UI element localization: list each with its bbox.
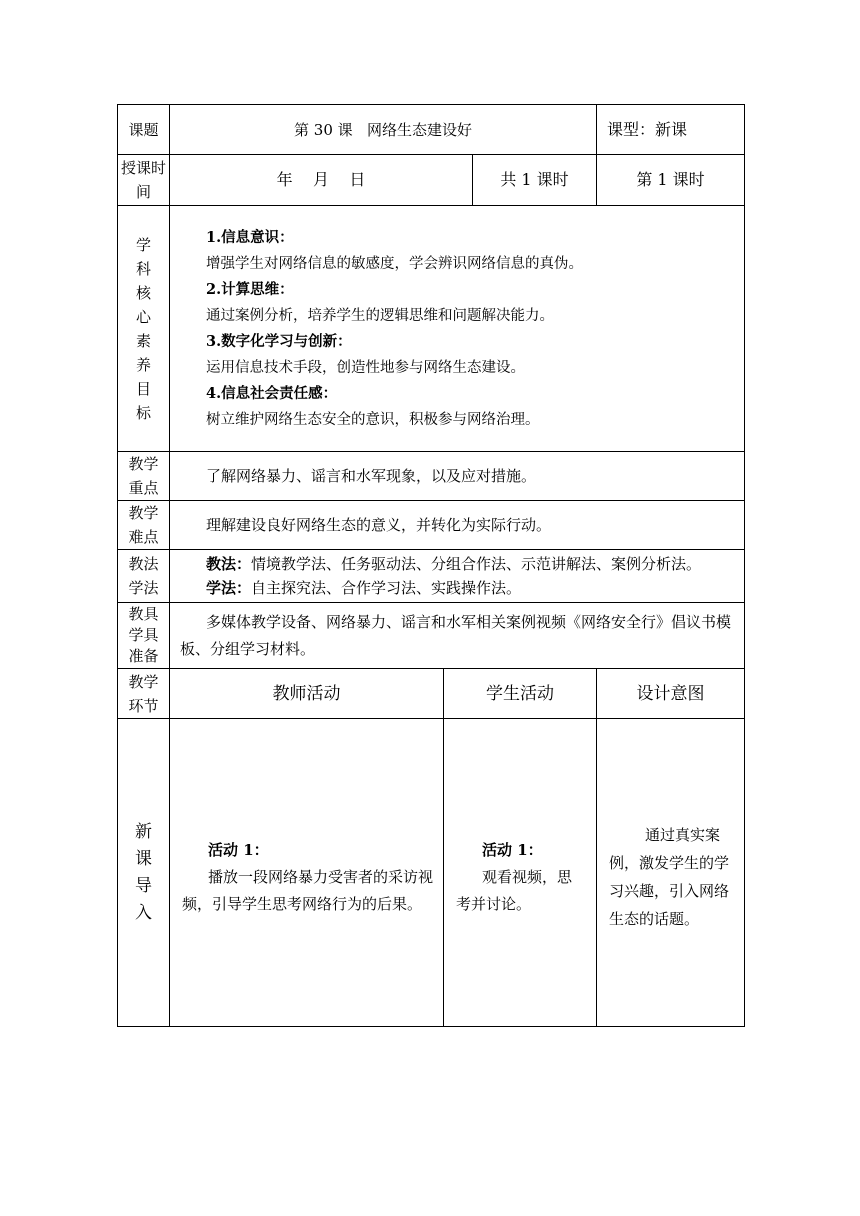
topic-value: 第 30 课 网络生态建设好 (170, 105, 597, 155)
intro-label: 新课导入 (118, 719, 170, 1027)
objective-2-text: 通过案例分析，培养学生的逻辑思维和问题解决能力。 (206, 307, 554, 324)
learn-method-title: 学法： (206, 579, 252, 597)
difficulty-text: 理解建设良好网络生态的意义，并转化为实际行动。 (170, 501, 745, 550)
difficulty-row (118, 501, 745, 550)
total-periods: 共 1 课时 (473, 155, 597, 206)
objective-3-title: 3.数字化学习与创新： (206, 332, 352, 350)
time-label: 授课时间 (118, 155, 170, 206)
teach-method-title: 教法： (206, 555, 252, 573)
objectives-label: 学科核心素养目标 (118, 206, 170, 452)
methods-content (170, 550, 745, 603)
stage-label: 教学环节 (118, 669, 170, 719)
stage-header-row (118, 669, 745, 719)
objectives-row (118, 206, 745, 452)
objective-4-title: 4.信息社会责任感： (206, 384, 338, 402)
learn-method-text: 自主探究法、合作学习法、实践操作法。 (251, 579, 522, 597)
lesson-type: 课型：新课 (597, 105, 745, 155)
objective-2-title: 2.计算思维： (206, 280, 294, 298)
tools-row (118, 603, 745, 669)
design-intent-header: 设计意图 (597, 669, 745, 719)
objective-3-text: 运用信息技术手段，创造性地参与网络生态建设。 (206, 359, 525, 376)
teach-method-text: 情境教学法、任务驱动法、分组合作法、示范讲解法、案例分析法。 (251, 555, 702, 573)
student-activity-text: 观看视频，思考并讨论。 (456, 868, 573, 913)
design-intent-text: 通过真实案例，激发学生的学习兴趣，引入网络生态的话题。 (609, 826, 730, 928)
intro-row (118, 719, 745, 1027)
lesson-plan-table (117, 104, 745, 1027)
objective-1-text: 增强学生对网络信息的敏感度，学会辨识网络信息的真伪。 (206, 255, 583, 272)
intro-design-cell (597, 719, 745, 1027)
intro-student-cell (444, 719, 597, 1027)
intro-teacher-cell (170, 719, 444, 1027)
current-period: 第 1 课时 (597, 155, 745, 206)
methods-row (118, 550, 745, 603)
teacher-activity-header: 教师活动 (170, 669, 444, 719)
key-point-text: 了解网络暴力、谣言和水军现象，以及应对措施。 (170, 452, 745, 501)
objective-4-text: 树立维护网络生态安全的意识，积极参与网络治理。 (206, 411, 540, 428)
time-date: 年 月 日 (170, 155, 473, 206)
topic-label: 课题 (118, 105, 170, 155)
tools-text: 多媒体教学设备、网络暴力、谣言和水军相关案例视频《网络安全行》倡议书模板、分组学习材料。 (170, 603, 745, 669)
topic-row (118, 105, 745, 155)
objectives-content (170, 206, 745, 452)
methods-label: 教法学法 (118, 550, 170, 603)
student-activity-header: 学生活动 (444, 669, 597, 719)
teacher-activity-title: 活动 1： (208, 841, 269, 859)
teacher-activity-text: 播放一段网络暴力受害者的采访视频，引导学生思考网络行为的后果。 (182, 868, 434, 913)
difficulty-label: 教学难点 (118, 501, 170, 550)
tools-label: 教具学具准备 (118, 603, 170, 669)
objective-1-title: 1.信息意识： (206, 228, 294, 246)
time-row (118, 155, 745, 206)
key-point-label: 教学重点 (118, 452, 170, 501)
student-activity-title: 活动 1： (482, 841, 543, 859)
key-point-row (118, 452, 745, 501)
